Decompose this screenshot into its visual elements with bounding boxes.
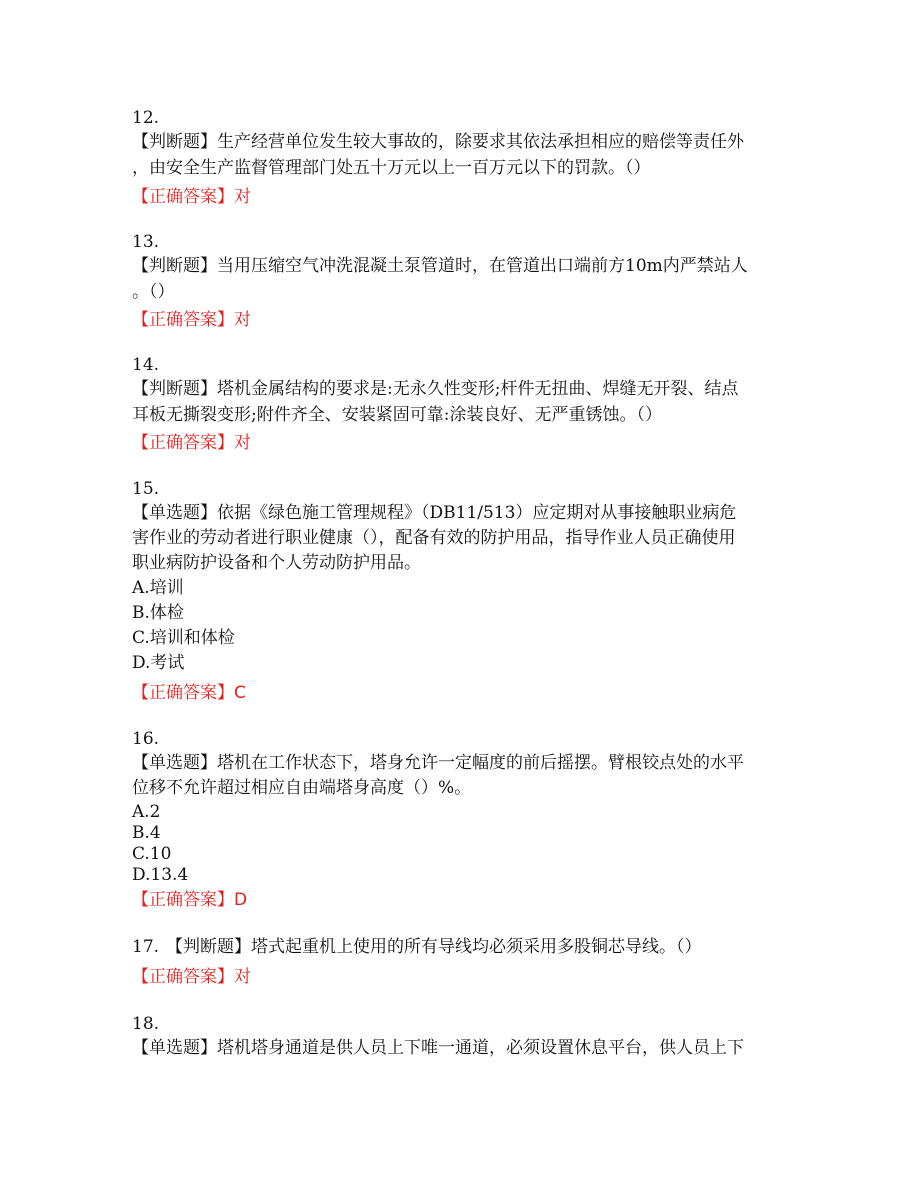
option-c: C.培训和体检 bbox=[132, 628, 235, 648]
correct-answer: 【正确答案】C bbox=[132, 683, 246, 703]
question-text-line: 【单选题】塔机在工作状态下，塔身允许一定幅度的前后摇摆。臂根铰点处的水平 bbox=[132, 753, 744, 773]
option-a: A.2 bbox=[132, 802, 161, 822]
option-b: B.体检 bbox=[132, 603, 184, 623]
question-text-line: 【判断题】塔机金属结构的要求是:无永久性变形;杆件无扭曲、焊缝无开裂、结点 bbox=[132, 379, 739, 399]
correct-answer: 【正确答案】对 bbox=[132, 187, 251, 207]
option-a: A.培训 bbox=[132, 578, 184, 598]
correct-answer: 【正确答案】对 bbox=[132, 433, 251, 453]
option-b: B.4 bbox=[132, 823, 161, 843]
question-text-line: 位移不允许超过相应自由端塔身高度（）%。 bbox=[132, 778, 472, 798]
question-text-line: 。（） bbox=[132, 282, 175, 302]
correct-answer: 【正确答案】D bbox=[132, 890, 248, 910]
question-number: 17. bbox=[132, 937, 160, 957]
question-text-line: 【判断题】塔式起重机上使用的所有导线均必须采用多股铜芯导线。（） bbox=[166, 937, 702, 957]
question-text-line: 【判断题】生产经营单位发生较大事故的，除要求其依法承担相应的赔偿等责任外 bbox=[132, 132, 744, 152]
question-number: 12. bbox=[132, 108, 160, 128]
question-number: 14. bbox=[132, 355, 160, 375]
question-number: 18. bbox=[132, 1014, 160, 1034]
option-c: C.10 bbox=[132, 844, 172, 864]
question-number: 13. bbox=[132, 232, 160, 252]
question-text-line: 害作业的劳动者进行职业健康（），配备有效的防护用品，指导作业人员正确使用 bbox=[132, 528, 736, 548]
option-d: D.13.4 bbox=[132, 865, 189, 885]
question-text-line: ，由安全生产监督管理部门处五十万元以上一百万元以下的罚款。（） bbox=[132, 158, 651, 178]
question-text-line: 耳板无撕裂变形;附件齐全、安装紧固可靠:涂装良好、无严重锈蚀。（） bbox=[132, 405, 662, 425]
option-d: D.考试 bbox=[132, 653, 185, 673]
question-number: 16. bbox=[132, 729, 160, 749]
correct-answer: 【正确答案】对 bbox=[132, 967, 251, 987]
correct-answer: 【正确答案】对 bbox=[132, 310, 251, 330]
question-text-line: 【单选题】依据《绿色施工管理规程》（DB11/513）应定期对从事接触职业病危 bbox=[132, 503, 737, 523]
question-number: 15. bbox=[132, 479, 160, 499]
question-text-line: 职业病防护设备和个人劳动防护用品。 bbox=[132, 553, 421, 573]
question-text-line: 【单选题】塔机塔身通道是供人员上下唯一通道，必须设置休息平台，供人员上下 bbox=[132, 1038, 744, 1058]
question-text-line: 【判断题】当用压缩空气冲洗混凝土泵管道时，在管道出口端前方10m内严禁站人 bbox=[132, 256, 748, 276]
